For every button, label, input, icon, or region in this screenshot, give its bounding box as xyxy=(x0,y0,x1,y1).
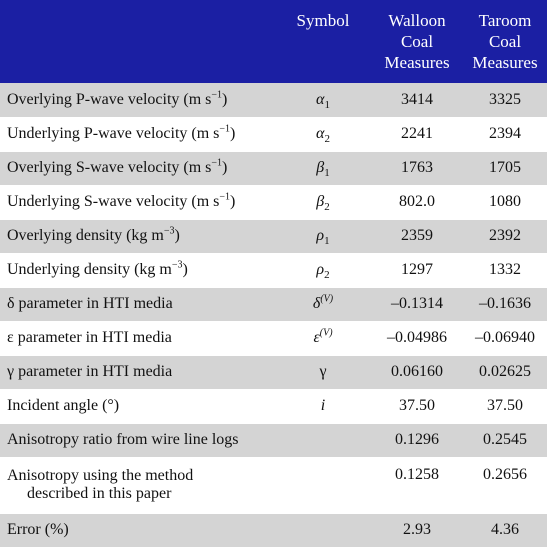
taroom-value: 3325 xyxy=(489,90,521,108)
table-row xyxy=(0,321,547,355)
taroom-value: 4.36 xyxy=(463,513,547,547)
header-symbol: Symbol xyxy=(296,11,350,30)
taroom-value: 1080 xyxy=(463,185,547,219)
walloon-value: –0.1314 xyxy=(371,287,463,321)
table-header-row xyxy=(0,0,547,83)
symbol-cell xyxy=(275,457,371,513)
taroom-value: 0.02625 xyxy=(463,355,547,389)
parameter-cell: Incident angle (°) xyxy=(0,389,275,423)
symbol-cell: $\beta_1$ xyxy=(275,151,371,185)
header-taroom: Taroom Coal Measures xyxy=(472,11,538,72)
parameter-cell: Overlying P-wave velocity (m $s^{-1}$) xyxy=(7,89,228,108)
taroom-value: 0.2545 xyxy=(463,423,547,457)
parameter-cell: Underlying density (kg $m^{-3}$) xyxy=(0,253,275,287)
parameter-cell: Overlying density (kg $m^{-3}$) xyxy=(0,219,275,253)
walloon-value: 0.1258 xyxy=(371,457,463,513)
walloon-value: 2.93 xyxy=(371,513,463,547)
walloon-value: 2359 xyxy=(371,219,463,253)
taroom-value: 37.50 xyxy=(463,389,547,423)
table-row xyxy=(0,83,547,117)
table-row xyxy=(0,355,547,389)
symbol-cell: $\alpha_2$ xyxy=(275,117,371,151)
walloon-value: –0.04986 xyxy=(371,321,463,355)
taroom-value: 1705 xyxy=(463,151,547,185)
symbol-cell: i xyxy=(275,389,371,423)
symbol-cell: γ xyxy=(275,355,371,389)
parameter-cell: Overlying S-wave velocity (m $s^{-1}$) xyxy=(0,151,275,185)
walloon-value: 0.06160 xyxy=(371,355,463,389)
parameter-cell: Underlying P-wave velocity (m $s^{-1}$) xyxy=(0,117,275,151)
table-row xyxy=(0,117,547,151)
parameter-cell: Anisotropy ratio from wire line logs xyxy=(0,423,275,457)
table-body xyxy=(0,83,547,547)
table-row xyxy=(0,389,547,423)
table-row xyxy=(0,287,547,321)
table-row xyxy=(0,457,547,513)
walloon-value: 1297 xyxy=(371,253,463,287)
table-row xyxy=(0,219,547,253)
symbol-cell: $\rho_2$ xyxy=(275,253,371,287)
taroom-value: 2392 xyxy=(463,219,547,253)
table-row xyxy=(0,253,547,287)
taroom-value: 2394 xyxy=(463,117,547,151)
parameter-cell: Anisotropy using the method described in this paper xyxy=(0,457,275,513)
table-row xyxy=(0,423,547,457)
symbol-cell: $\varepsilon^{(V)}$ xyxy=(275,321,371,355)
walloon-value: 3414 xyxy=(401,90,433,108)
symbol-cell xyxy=(275,423,371,457)
symbol-cell: $\beta_2$ xyxy=(275,185,371,219)
header-walloon: Walloon Coal Measures xyxy=(384,11,450,72)
symbol-cell xyxy=(275,513,371,547)
symbol-cell: $\delta^{(V)}$ xyxy=(275,287,371,321)
taroom-value: 0.2656 xyxy=(463,457,547,513)
parameter-cell: γ parameter in HTI media xyxy=(0,355,275,389)
table-row xyxy=(0,151,547,185)
parameter-cell: ε parameter in HTI media xyxy=(0,321,275,355)
taroom-value: 1332 xyxy=(463,253,547,287)
taroom-value: –0.1636 xyxy=(463,287,547,321)
walloon-value: 0.1296 xyxy=(371,423,463,457)
table-row xyxy=(0,185,547,219)
table-row xyxy=(0,513,547,547)
header-parameter xyxy=(0,0,275,83)
parameter-cell: Underlying S-wave velocity (m $s^{-1}$) xyxy=(0,185,275,219)
symbol-cell: $\rho_1$ xyxy=(275,219,371,253)
walloon-value: 1763 xyxy=(371,151,463,185)
walloon-value: 37.50 xyxy=(371,389,463,423)
parameter-cell: δ parameter in HTI media xyxy=(0,287,275,321)
walloon-value: 2241 xyxy=(371,117,463,151)
taroom-value: –0.06940 xyxy=(463,321,547,355)
symbol-cell: $\alpha_1$ xyxy=(316,90,330,111)
parameter-cell: Error (%) xyxy=(0,513,275,547)
walloon-value: 802.0 xyxy=(371,185,463,219)
